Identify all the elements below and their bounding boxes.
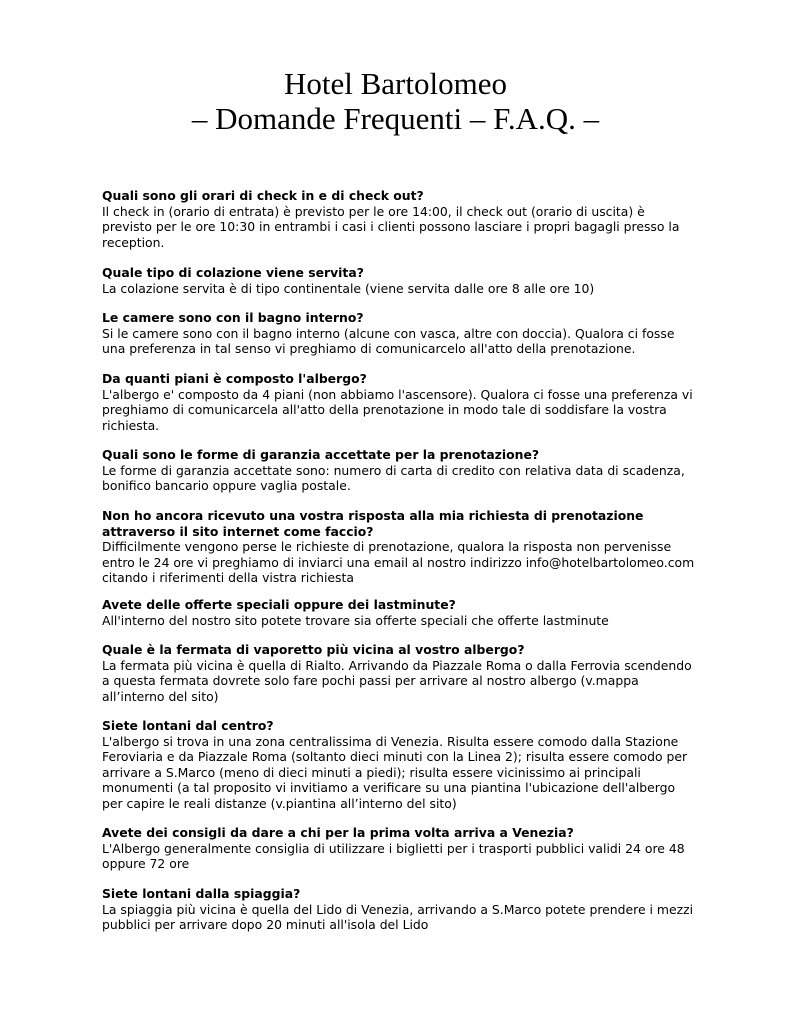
faq-answer-line: richiesta. xyxy=(102,417,160,433)
faq-answer-line: L'Albergo generalmente consiglia di utilizzare i biglietti per i trasporti pubblici validi 24 ore 48 xyxy=(102,840,685,856)
faq-item xyxy=(102,508,702,586)
faq-answer-line: reception. xyxy=(102,234,165,250)
title-faq-subtitle: – Domande Frequenti – F.A.Q. – xyxy=(191,101,600,136)
faq-item xyxy=(102,886,702,933)
faq-answer-line: Feroviaria e da Piazzale Roma (soltanto dieci minuti con la Linea 2); risulta essere comodo per xyxy=(102,749,688,765)
faq-answer-line: monumenti (a tal proposito vi invitiamo a verificare su una piantina l'ubicazione dell'albergo xyxy=(102,780,676,796)
faq-answer-line: La spiaggia più vicina è quella del Lido di Venezia, arrivando a S.Marco potete prendere i mezzi xyxy=(102,901,694,917)
faq-answer-line: Difficilmente vengono perse le richieste di prenotazione, qualora la risposta non pervenisse xyxy=(102,539,672,555)
faq-answer-line: Si le camere sono con il bagno interno (alcune con vasca, altre con doccia). Qualora ci fosse xyxy=(102,325,675,341)
faq-question: Quale tipo di colazione viene servita? xyxy=(102,265,364,280)
faq-answer-line: La fermata più vicina è quella di Rialto. Arrivando da Piazzale Roma o dalla Ferrovia scendendo xyxy=(102,657,692,673)
faq-question: Avete dei consigli da dare a chi per la prima volta arriva a Venezia? xyxy=(102,825,574,840)
faq-answer-line: Le forme di garanzia accettate sono: numero di carta di credito con relativa data di scadenza, xyxy=(102,462,685,478)
faq-question: Siete lontani dal centro? xyxy=(102,718,274,733)
faq-answer-line: arrivare a S.Marco (meno di dieci minuti a piedi); risulta essere vicinissimo ai principali xyxy=(102,764,641,780)
faq-question: Quale è la fermata di vaporetto più vicina al vostro albergo? xyxy=(102,642,525,657)
faq-answer-line: all’interno del sito) xyxy=(102,688,219,704)
page-title xyxy=(0,66,791,136)
faq-answer-line: Il check in (orario di entrata) è previsto per le ore 14:00, il check out (orario di uscita) è xyxy=(102,203,645,219)
faq-question: Quali sono gli orari di check in e di check out? xyxy=(102,188,424,203)
faq-question: Le camere sono con il bagno interno? xyxy=(102,310,364,325)
faq-question: Avete delle offerte speciali oppure dei lastminute? xyxy=(102,597,456,612)
faq-item xyxy=(102,310,702,357)
faq-item xyxy=(102,825,702,872)
faq-answer-line: per capire le reali distanze (v.piantina all’interno del sito) xyxy=(102,795,457,811)
faq-answer-line: previsto per le ore 10:30 in entrambi i casi i clienti possono lasciare i propri bagagli presso la xyxy=(102,219,680,235)
faq-answer-line: La colazione servita è di tipo continentale (viene servita dalle ore 8 alle ore 10) xyxy=(102,280,595,296)
faq-question: attraverso il sito internet come faccio? xyxy=(102,523,374,539)
faq-answer-line: bonifico bancario oppure vaglia postale. xyxy=(102,478,351,494)
faq-question: Da quanti piani è composto l'albergo? xyxy=(102,371,367,386)
faq-answer-line: entro le 24 ore vi preghiamo di inviarci una email al nostro indirizzo info@hotelbartolomeo.com xyxy=(102,554,695,570)
faq-answer-line: una preferenza in tal senso vi preghiamo di comunicarcelo all'atto della prenotazione. xyxy=(102,341,636,357)
faq-item xyxy=(102,597,702,628)
faq-question: Quali sono le forme di garanzia accettate per la prenotazione? xyxy=(102,447,540,462)
faq-answer-line: a questa fermata dovrete solo fare pochi passi per arrivare al nostro albergo (v.mappa xyxy=(102,673,639,689)
faq-item xyxy=(102,188,702,250)
faq-item xyxy=(102,265,702,296)
faq-item xyxy=(102,642,702,704)
faq-item xyxy=(102,371,702,433)
faq-answer-line: preghiamo di comunicarcela all'atto della prenotazione in modo tale di soddisfare la vostra xyxy=(102,402,667,418)
faq-question: Siete lontani dalla spiaggia? xyxy=(102,886,301,901)
faq-answer-line: citando i riferimenti della vistra richiesta xyxy=(102,570,354,586)
faq-item xyxy=(102,447,702,494)
faq-answer-line: L'albergo si trova in una zona centralissima di Venezia. Risulta essere comodo dalla Stazione xyxy=(102,733,679,749)
faq-answer-line: pubblici per arrivare dopo 20 minuti all'isola del Lido xyxy=(102,917,429,933)
title-hotel-name: Hotel Bartolomeo xyxy=(284,66,507,101)
faq-answer-line: L'albergo e' composto da 4 piani (non abbiamo l'ascensore). Qualora ci fosse una preferenza vi xyxy=(102,386,693,402)
faq-item xyxy=(102,718,702,812)
faq-answer-line: All'interno del nostro sito potete trovare sia offerte speciali che offerte lastminute xyxy=(102,612,609,628)
faq-question: Non ho ancora ricevuto una vostra risposta alla mia richiesta di prenotazione xyxy=(102,508,644,523)
faq-answer-line: oppure 72 ore xyxy=(102,856,190,872)
